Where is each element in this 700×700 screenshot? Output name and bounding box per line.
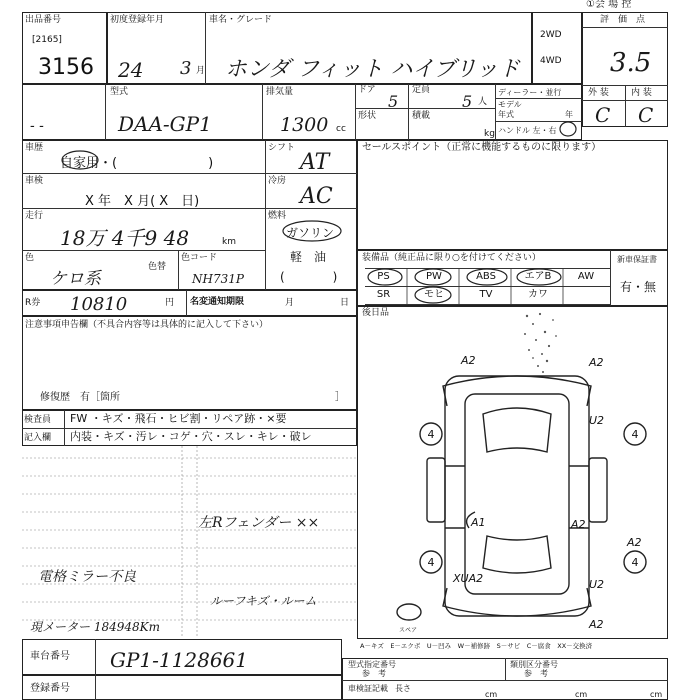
inspect-row1: FW ・キズ・飛石・ヒビ割・リペア跡・×要 — [70, 412, 287, 425]
equip-tv: TV — [479, 289, 493, 300]
mark-a1-left: A1 — [471, 516, 486, 529]
exterior-label: 外 装 — [588, 88, 609, 98]
color-code-value: NH731P — [192, 272, 244, 286]
exterior-score: C — [595, 103, 611, 127]
fuel-label: 燃料 — [268, 211, 287, 221]
history-label: 車歴 — [25, 143, 44, 153]
shift-label: シフト — [268, 143, 296, 153]
spec-div5 — [495, 84, 496, 140]
selling-box — [357, 140, 668, 250]
inspection-value: X 年 X 月( X 日) — [85, 194, 200, 209]
type-sub: 参 考 — [362, 669, 386, 678]
fuel-diesel: 軽 油 — [290, 250, 327, 264]
class-label: 類別区分番号 — [510, 660, 558, 669]
cc-unit: cc — [336, 124, 346, 134]
history-value: 自家用・( ) — [60, 156, 214, 171]
spec-hline — [355, 108, 495, 109]
tire-rl: 4 — [427, 556, 435, 569]
score-value: 3.5 — [610, 48, 652, 78]
model-value: DAA-GP1 — [118, 112, 212, 136]
model-year-label: モデル — [498, 100, 522, 109]
model-prefix-mark: - - — [30, 118, 44, 134]
displacement-label: 排気量 — [266, 87, 294, 97]
ac-value: AC — [300, 184, 333, 209]
notice-day: 日 — [340, 298, 350, 308]
equip-abs: ABS — [476, 271, 496, 282]
doors-label: ドア — [358, 85, 376, 95]
equip-div — [610, 250, 611, 306]
kg-unit: kg — [484, 129, 495, 139]
equip-airbag: エアB — [524, 271, 552, 282]
mark-a2-right-rear: A2 — [627, 536, 642, 549]
lot-label: 出品番号 — [25, 15, 62, 25]
recycle-value: 10810 — [70, 294, 128, 315]
fuel-paren: ( ) — [280, 270, 338, 284]
model-year-label2: 年式 — [498, 110, 514, 119]
cert-h — [342, 680, 668, 681]
remark-4: 現メーター 184948Km — [30, 620, 160, 634]
tire-fl: 4 — [427, 428, 435, 441]
lot-sub: [2165] — [32, 35, 62, 45]
handle-circle — [558, 120, 578, 138]
mark-a2-right-door: A2 — [571, 518, 586, 531]
class-sub: 参 考 — [524, 669, 548, 678]
remark-2: 電格ミラー不良 — [38, 569, 136, 585]
venue-label: ①会 場 控 — [586, 0, 632, 10]
inspect-row2: 内装・キズ・汚レ・コゲ・穴・スレ・キレ・破レ — [70, 430, 312, 443]
selling-title: セールスポイント（正常に機能するものに限ります） — [362, 142, 602, 153]
model-label: 型式 — [110, 87, 129, 97]
year-value: 24 — [118, 58, 144, 82]
mark-a2-front-left: A2 — [461, 354, 476, 367]
equip-sr: SR — [376, 289, 391, 300]
drive-2wd: 2WD — [540, 30, 562, 40]
chassis-label: 車台番号 — [30, 651, 70, 662]
remark-3: ルーフキズ・ルーム — [210, 594, 317, 608]
equip-ps: PS — [377, 271, 390, 282]
color-label: 色 — [25, 253, 35, 263]
color-value: ケロ系 — [50, 269, 101, 289]
entry-label: 記入欄 — [24, 433, 52, 443]
reg-label: 登録番号 — [30, 683, 70, 694]
seat-label: 後日品 — [362, 308, 390, 318]
car-name: ホンダ フィット ハイブリッド — [225, 57, 520, 82]
spec-div3 — [355, 84, 356, 140]
divider — [205, 12, 206, 84]
shape-label: 形状 — [358, 111, 377, 121]
reg-box — [22, 675, 342, 700]
score-label: 評 価 点 — [600, 15, 646, 25]
history-circle — [60, 149, 100, 171]
color-code-label: 色コード — [181, 253, 218, 263]
chassis-div — [95, 639, 96, 675]
inspect-h — [22, 428, 357, 429]
mileage-label: 走行 — [25, 211, 44, 221]
car-diagram — [357, 306, 668, 639]
color-div — [178, 250, 179, 290]
spec-div4 — [408, 84, 409, 140]
color-change-label: 色替 — [148, 262, 167, 272]
recycle-div — [186, 290, 187, 316]
inspection-label: 車検 — [25, 176, 44, 186]
legend-line1: A－キズ E－エクボ U－凹み W－補修跡 S－サビ C－腐食 XX－交換済 — [360, 642, 593, 650]
mark-a2-rear: A2 — [589, 618, 604, 631]
tire-rr: 4 — [631, 556, 639, 569]
km-unit: km — [222, 237, 236, 247]
equip-leather: カワ — [528, 289, 548, 300]
lot-number: 3156 — [38, 55, 94, 80]
equip-navi: モヒ — [424, 289, 444, 300]
capacity-value: 5 — [462, 92, 473, 111]
drive-4wd: 4WD — [540, 56, 562, 66]
fuel-circle — [281, 219, 343, 243]
mark-u2-rear: U2 — [589, 578, 605, 591]
score-div — [625, 85, 626, 127]
mileage-value: 18万 4千9 48 — [60, 226, 190, 250]
reg-div — [95, 675, 96, 700]
notes-title: 注意事項申告欄（不具合内容等は具体的に記入して下さい） — [25, 320, 269, 330]
fuel-gas: ガソリン — [286, 226, 335, 240]
month-unit: 月 — [196, 66, 206, 76]
equip-aw: AW — [577, 271, 595, 282]
month-value: 3 — [180, 58, 192, 79]
equip-marks — [365, 266, 610, 306]
mark-xua2-rear-left: XUA2 — [453, 572, 484, 585]
first-reg-label: 初度登録年月 — [110, 15, 165, 25]
capacity-unit: 人 — [478, 97, 488, 107]
cert-label: 車検証記載 — [348, 684, 388, 693]
type-label: 型式指定番号 — [348, 660, 396, 669]
displacement-value: 1300 — [280, 114, 329, 136]
remark-1: 左Rフェンダー ×× — [198, 515, 320, 531]
guarantee-value: 有・無 — [620, 280, 657, 294]
cm-unit-3: cm — [650, 690, 663, 699]
interior-score: C — [638, 103, 654, 127]
capacity-label: 定員 — [412, 85, 431, 95]
equip-pw: PW — [426, 271, 442, 282]
spec-div1 — [105, 84, 106, 140]
score-line — [582, 27, 668, 28]
spec-hline2 — [495, 98, 582, 99]
inspector-label: 検査員 — [24, 415, 52, 425]
dealer-label: ディーラー・並行 — [498, 88, 562, 97]
chassis-value: GP1-1128661 — [110, 648, 248, 672]
mark-a2-front-right: A2 — [589, 356, 604, 369]
load-label: 積載 — [412, 111, 431, 121]
cert-div — [505, 658, 506, 680]
cm-unit-2: cm — [575, 690, 588, 699]
notice-month: 月 — [285, 298, 295, 308]
interior-label: 内 装 — [631, 88, 652, 98]
drive-box — [532, 12, 582, 84]
tire-fr: 4 — [631, 428, 639, 441]
cm-unit-1: cm — [485, 690, 498, 699]
shift-value: AT — [300, 150, 330, 175]
ac-label: 冷房 — [268, 176, 287, 186]
repair-close: ］ — [335, 392, 345, 403]
recycle-yen: 円 — [165, 298, 175, 308]
spec-div2 — [262, 84, 263, 140]
handle-label: ハンドル 左・右 — [498, 126, 557, 135]
guarantee-label: 新車保証書 — [617, 255, 657, 264]
recycle-label: R券 — [25, 298, 41, 308]
doors-value: 5 — [388, 92, 399, 111]
name-label: 車名・グレード — [209, 15, 273, 25]
notice-label: 名変通知期限 — [190, 297, 245, 307]
score-line3 — [582, 100, 668, 101]
length-label: 長さ — [395, 684, 411, 693]
year-suffix: 年 — [565, 110, 573, 119]
mark-u2-right: U2 — [589, 414, 605, 427]
spare-label: スペア — [399, 627, 418, 634]
usage-div — [265, 140, 266, 290]
equip-label: 装備品（純正品に限り○を付けてください） — [362, 253, 541, 263]
repair-label: 修復歴 有［箇所 — [40, 392, 120, 403]
